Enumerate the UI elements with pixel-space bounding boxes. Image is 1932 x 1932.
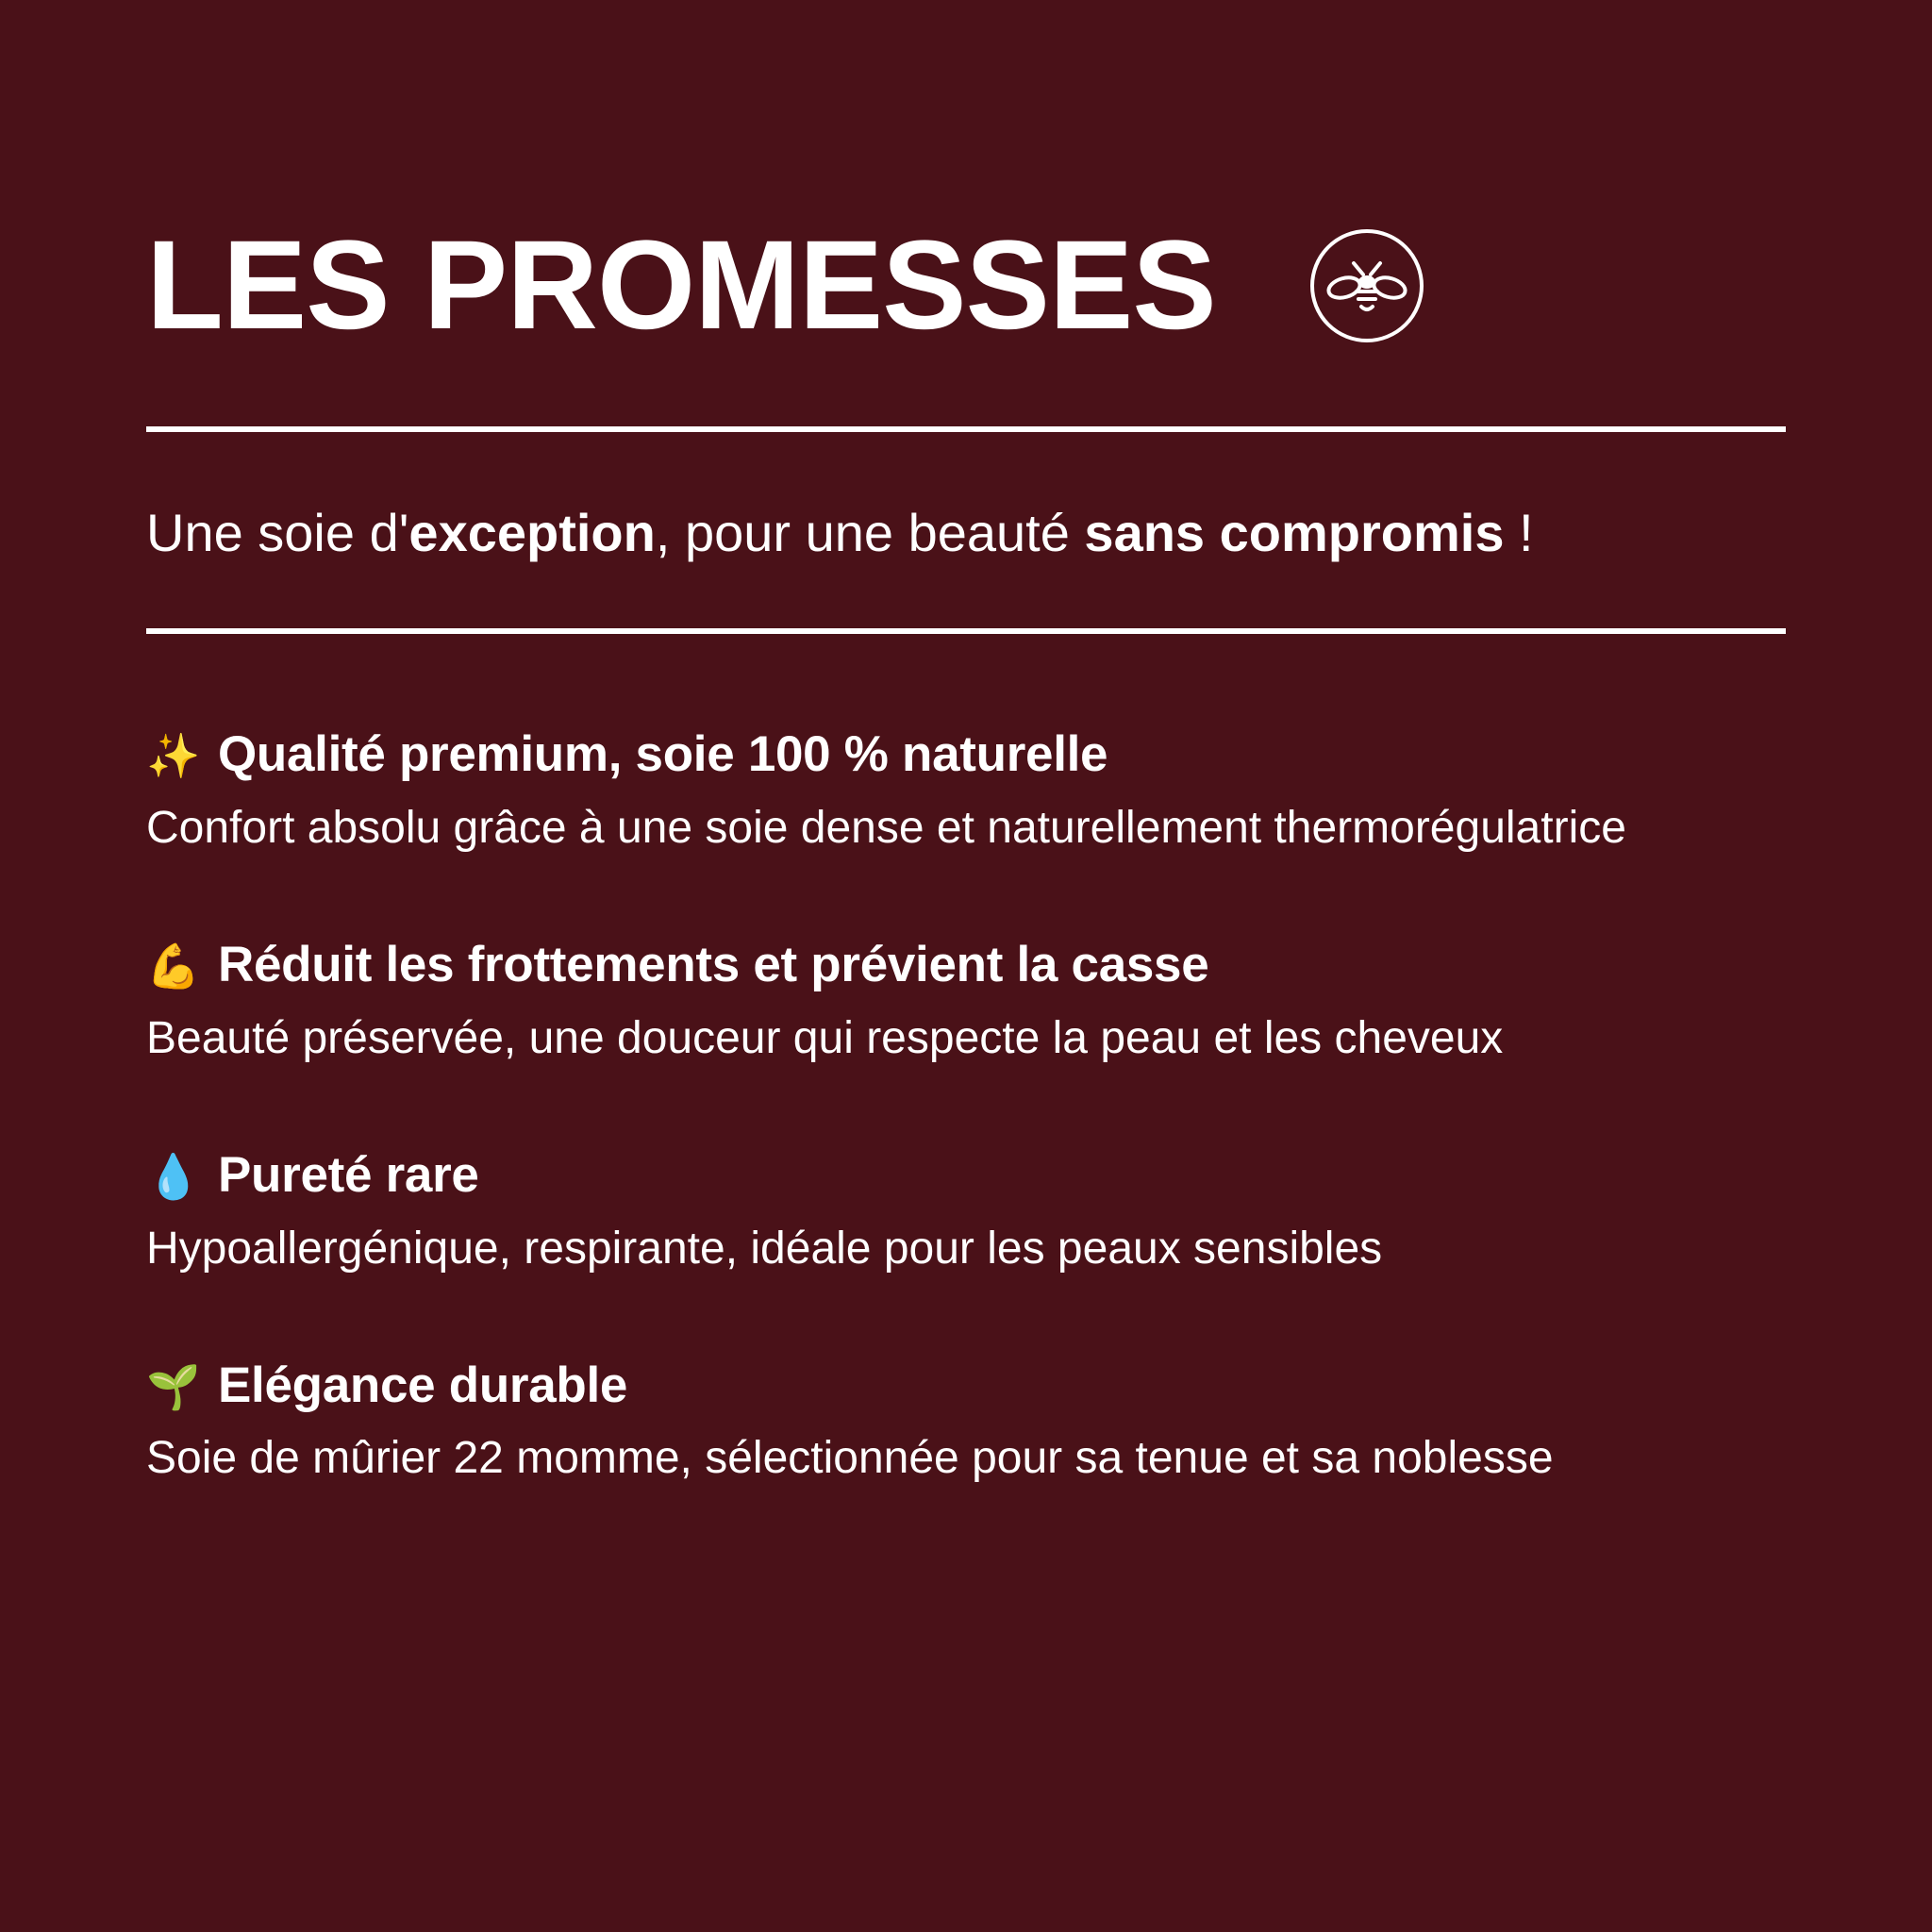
promise-title: Réduit les frottements et prévient la casse <box>218 936 1209 992</box>
page-title: LES PROMESSES <box>146 215 1216 356</box>
promises-list <box>146 724 1786 1489</box>
tagline-part1: Une soie d' <box>146 503 409 562</box>
list-item <box>146 1356 1786 1489</box>
droplet-emoji: 💧 <box>146 1151 201 1201</box>
flexed-biceps-emoji: 💪 <box>146 941 201 991</box>
promise-description: Hypoallergénique, respirante, idéale pour les peaux sensibles <box>146 1223 1383 1274</box>
promise-heading <box>146 935 1786 995</box>
promise-description: Beauté préservée, une douceur qui respecte la peau et les cheveux <box>146 1012 1504 1063</box>
list-item <box>146 935 1786 1068</box>
promise-title: Elégance durable <box>218 1357 628 1413</box>
tagline-part2: , pour une beauté <box>655 503 1085 562</box>
tagline-bold1: exception <box>408 503 656 562</box>
promise-description: Soie de mûrier 22 momme, sélectionnée pour sa tenue et sa noblesse <box>146 1433 1554 1484</box>
sparkles-emoji: ✨ <box>146 731 201 780</box>
list-item <box>146 724 1786 858</box>
bee-in-circle-icon <box>1307 225 1427 346</box>
tagline-part3: ! <box>1504 503 1534 562</box>
tagline <box>146 432 1786 628</box>
tagline-bold2: sans compromis <box>1084 503 1505 562</box>
seedling-emoji: 🌱 <box>146 1361 201 1411</box>
promise-heading <box>146 724 1786 785</box>
promise-title: Qualité premium, soie 100 % naturelle <box>218 726 1108 782</box>
divider-bottom <box>146 628 1786 634</box>
header <box>146 0 1786 357</box>
list-item <box>146 1145 1786 1278</box>
promise-title: Pureté rare <box>218 1146 479 1203</box>
promise-heading <box>146 1356 1786 1416</box>
promise-description: Confort absolu grâce à une soie dense et naturellement thermorégulatrice <box>146 802 1626 853</box>
promise-heading <box>146 1145 1786 1206</box>
